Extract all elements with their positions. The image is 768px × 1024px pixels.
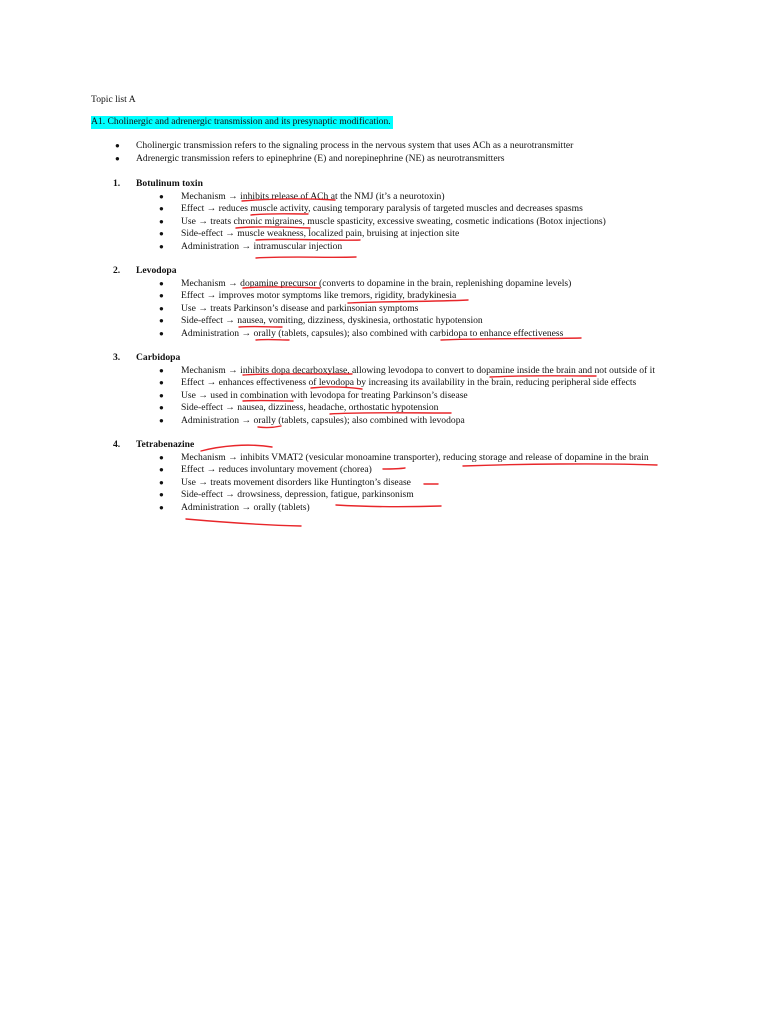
drug-detail-item xyxy=(91,464,649,477)
bullet-icon: ● xyxy=(159,328,164,338)
drug-detail-text: Side-effect → drowsiness, depression, fatigue, parkinsonism xyxy=(181,489,414,501)
bullet-icon: ● xyxy=(159,452,164,462)
section-heading-highlighted: A1. Cholinergic and adrenergic transmission and its presynaptic modification. xyxy=(91,116,391,127)
drug-number: 1. xyxy=(113,178,121,189)
drug-heading xyxy=(91,352,655,365)
drug-detail-text: Effect → reduces muscle activity, causing temporary paralysis of targeted muscles and decreases spasms xyxy=(181,203,583,215)
drug-detail-item xyxy=(91,402,655,415)
drug-heading xyxy=(91,439,649,452)
drug-name: Carbidopa xyxy=(136,352,181,363)
bullet-icon: ● xyxy=(159,490,164,500)
drug-number: 4. xyxy=(113,439,121,450)
drug-detail-item xyxy=(91,290,571,303)
drug-detail-item xyxy=(91,502,649,515)
drug-detail-text: Side-effect → muscle weakness, localized pain, bruising at injection site xyxy=(181,228,460,240)
drug-detail-text: Administration → intramuscular injection xyxy=(181,240,343,252)
drug-detail-item xyxy=(91,315,571,328)
drug-detail-item xyxy=(91,377,655,390)
drug-detail-text: Side-effect → nausea, dizziness, headache, orthostatic hypotension xyxy=(181,402,439,414)
drug-detail-text: Effect → reduces involuntary movement (chorea) xyxy=(181,464,372,476)
drug-name: Tetrabenazine xyxy=(136,439,195,450)
bullet-icon: ● xyxy=(115,141,120,150)
drug-detail-text: Mechanism → inhibits release of ACh at the NMJ (it’s a neurotoxin) xyxy=(181,190,445,202)
drug-detail-item xyxy=(91,452,649,465)
drug-detail-item xyxy=(91,390,655,403)
drug-detail-text: Use → treats Parkinson’s disease and parkinsonian symptoms xyxy=(181,302,419,314)
drug-detail-text: Mechanism → dopamine precursor (converts to dopamine in the brain, replenishing dopamine levels) xyxy=(181,277,572,289)
drug-name: Levodopa xyxy=(136,265,177,276)
drug-number: 3. xyxy=(113,352,121,363)
drug-detail-text: Mechanism → inhibits VMAT2 (vesicular monoamine transporter), reducing storage and release of dopamine in the brain xyxy=(181,451,649,463)
bullet-icon: ● xyxy=(159,415,164,425)
drug-detail-item xyxy=(91,278,571,291)
intro-list xyxy=(91,140,573,165)
drug-detail-text: Administration → orally (tablets) xyxy=(181,501,310,513)
drug-detail-item xyxy=(91,216,606,229)
bullet-icon: ● xyxy=(159,191,164,201)
bullet-icon: ● xyxy=(159,241,164,251)
drug-detail-text: Administration → orally (tablets, capsules); also combined with carbidopa to enhance effectiveness xyxy=(181,327,564,339)
drug-detail-list xyxy=(91,452,649,515)
bullet-icon: ● xyxy=(115,153,120,163)
drug-detail-text: Use → treats movement disorders like Huntington’s disease xyxy=(181,476,411,488)
intro-item-text: Cholinergic transmission refers to the signaling process in the nervous system that uses ACh as a neurotransmitter xyxy=(136,140,574,151)
bullet-icon: ● xyxy=(159,378,164,388)
underline-stroke xyxy=(186,519,301,526)
drug-detail-text: Use → used in combination with levodopa for treating Parkinson’s disease xyxy=(181,389,468,401)
drug-detail-item xyxy=(91,228,606,241)
bullet-icon: ● xyxy=(159,204,164,214)
bullet-icon: ● xyxy=(159,477,164,487)
drug-section-botulinum-toxin xyxy=(91,178,606,254)
bullet-icon: ● xyxy=(159,229,164,239)
drug-number: 2. xyxy=(113,265,121,276)
bullet-icon: ● xyxy=(159,403,164,413)
drug-detail-text: Mechanism → inhibits dopa decarboxylase, allowing levodopa to convert to dopamine inside the brain and not outside of it xyxy=(181,364,655,376)
drug-detail-text: Side-effect → nausea, vomiting, dizziness, dyskinesia, orthostatic hypotension xyxy=(181,315,483,327)
drug-detail-item xyxy=(91,203,606,216)
drug-detail-item xyxy=(91,415,655,428)
bullet-icon: ● xyxy=(159,465,164,475)
bullet-icon: ● xyxy=(159,216,164,226)
drug-heading xyxy=(91,178,606,191)
underline-stroke xyxy=(256,257,356,258)
drug-detail-item xyxy=(91,365,655,378)
drug-detail-item xyxy=(91,477,649,490)
drug-name: Botulinum toxin xyxy=(136,178,203,189)
drug-detail-text: Administration → orally (tablets, capsules); also combined with levodopa xyxy=(181,414,465,426)
drug-section-levodopa xyxy=(91,265,571,341)
topic-title: Topic list A xyxy=(91,94,136,105)
bullet-icon: ● xyxy=(159,316,164,326)
bullet-icon: ● xyxy=(159,390,164,400)
drug-section-tetrabenazine xyxy=(91,439,649,515)
drug-detail-item xyxy=(91,241,606,254)
drug-detail-item xyxy=(91,328,571,341)
drug-detail-item xyxy=(91,489,649,502)
drug-detail-list xyxy=(91,278,571,341)
drug-detail-text: Use → treats chronic migraines, muscle spasticity, excessive sweating, cosmetic indications (Botox injections) xyxy=(181,215,606,227)
bullet-icon: ● xyxy=(159,365,164,375)
bullet-icon: ● xyxy=(159,278,164,288)
drug-section-carbidopa xyxy=(91,352,655,428)
bullet-icon: ● xyxy=(159,291,164,301)
bullet-icon: ● xyxy=(159,502,164,512)
intro-item xyxy=(91,153,573,166)
drug-heading xyxy=(91,265,571,278)
drug-detail-item xyxy=(91,303,571,316)
drug-detail-list xyxy=(91,365,655,428)
drug-detail-text: Effect → enhances effectiveness of levodopa by increasing its availability in the brain, reducing peripheral side effects xyxy=(181,377,637,389)
drug-detail-text: Effect → improves motor symptoms like tremors, rigidity, bradykinesia xyxy=(181,290,457,302)
drug-detail-item xyxy=(91,191,606,204)
drug-detail-list xyxy=(91,191,606,254)
intro-item-text: Adrenergic transmission refers to epinephrine (E) and norepinephrine (NE) as neurotransmitters xyxy=(136,152,505,164)
intro-item xyxy=(91,140,573,153)
bullet-icon: ● xyxy=(159,303,164,313)
